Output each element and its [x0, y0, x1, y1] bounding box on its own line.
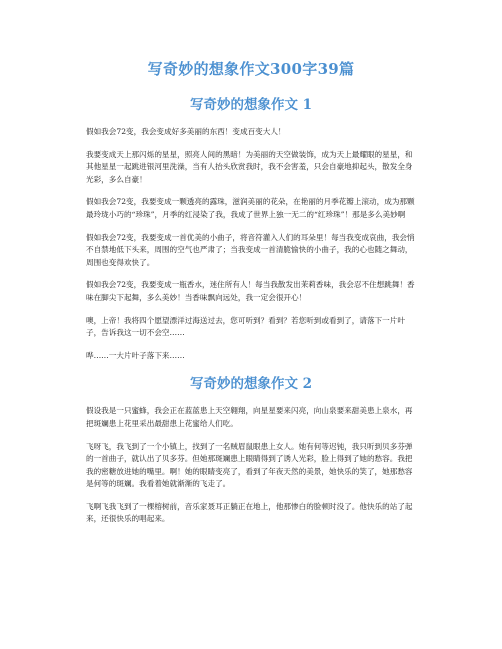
- paragraph-1-1: 假如我会72变，我会变成好多美丽的东西！变成百变大人！: [86, 127, 286, 136]
- paragraph-1-2: 我要变成天上那闪烁的星星，照亮人间的黑暗！为美丽的天空做装饰，成为天上最耀眼的星星，和其他星星一起跳进银河里洗澡，当有人抬头欣赏我时，我不会害羞，只会自豪地抑起头，散发全身光彩，多么自豪！: [86, 149, 413, 184]
- paragraph-1-6: 噢，上帝！我将四个愿望漂洋过海送过去，您可听到？看到？若您听到或看到了，请落下一片叶子，告诉我这一切不会空……: [86, 315, 405, 338]
- paragraph-2-3: 飞啊飞我飞到了一棵榕树前，音乐家聂耳正躺正在地上，他那惨白的脸顿时没了。他快乐的站了起来，还很快乐的唱起来。: [86, 501, 413, 524]
- paragraph-2-2: 飞呀飞，我飞到了一个小镇上，找到了一名贼眉鼠眼患上女人。她有何等迟钝，我只听到贝多芬弹的一首曲子，就认出了贝多芬。但她那斑斓患上眼睛得到了诱人光彩，脸上得到了她的愁容。我把我的密糖放进她的嘴里。啊！她的眼睛变亮了，看到了年夜天然的美景，她快乐的笑了，她那愁容是何等的斑斓。我看着她就渐渐的飞走了。: [86, 441, 413, 489]
- paragraph-2-1: 假设我是一只蜜蜂，我会正在蓝蓝患上天空翱翔，向星星要来闪亮，向山泉要来甜美患上泉水，再把斑斓患上花里采出最甜患上花蜜给人们吃。: [86, 406, 413, 428]
- paragraph-1-5: 假如我会72变，我要变成一瓶香水，迷住所有人！每当我散发出茉莉香味，我会忍不住想跳舞！香味在脚尖下起舞，多么美妙！当香味飘向远处，我一定会很开心！: [86, 280, 415, 302]
- section-heading-1: 写奇妙的想象作文 1: [189, 97, 313, 113]
- paragraph-1-3: 假如我会72变，我要变成一颗透亮的露珠，滋润美丽的花朵，在艳丽的月季花瓣上滚动，成为那颗最玲珑小巧的“珍珠”，月季的红浸染了我，我成了世界上独一无二的“红珍珠”！那是多么美妙啊: [86, 197, 415, 219]
- paragraph-1-7: 哗……一大片叶子落下来……: [86, 350, 185, 360]
- document-title: 写奇妙的想象作文300字39篇: [147, 60, 355, 78]
- essay-section-1: [86, 93, 416, 362]
- essay-section-2: [86, 372, 416, 526]
- section-heading-2: 写奇妙的想象作文 2: [189, 376, 313, 393]
- paragraph-1-4: 假如我会72变，我要变成一首优美的小曲子，将音符灌入人们的耳朵里！每当我变成哀曲，我会悄不自禁地低下头来，周围的空气也严肃了；当我变成一首清脆愉快的小曲子，我的心也随之舞动，周围也变得欢快了。: [86, 232, 415, 267]
